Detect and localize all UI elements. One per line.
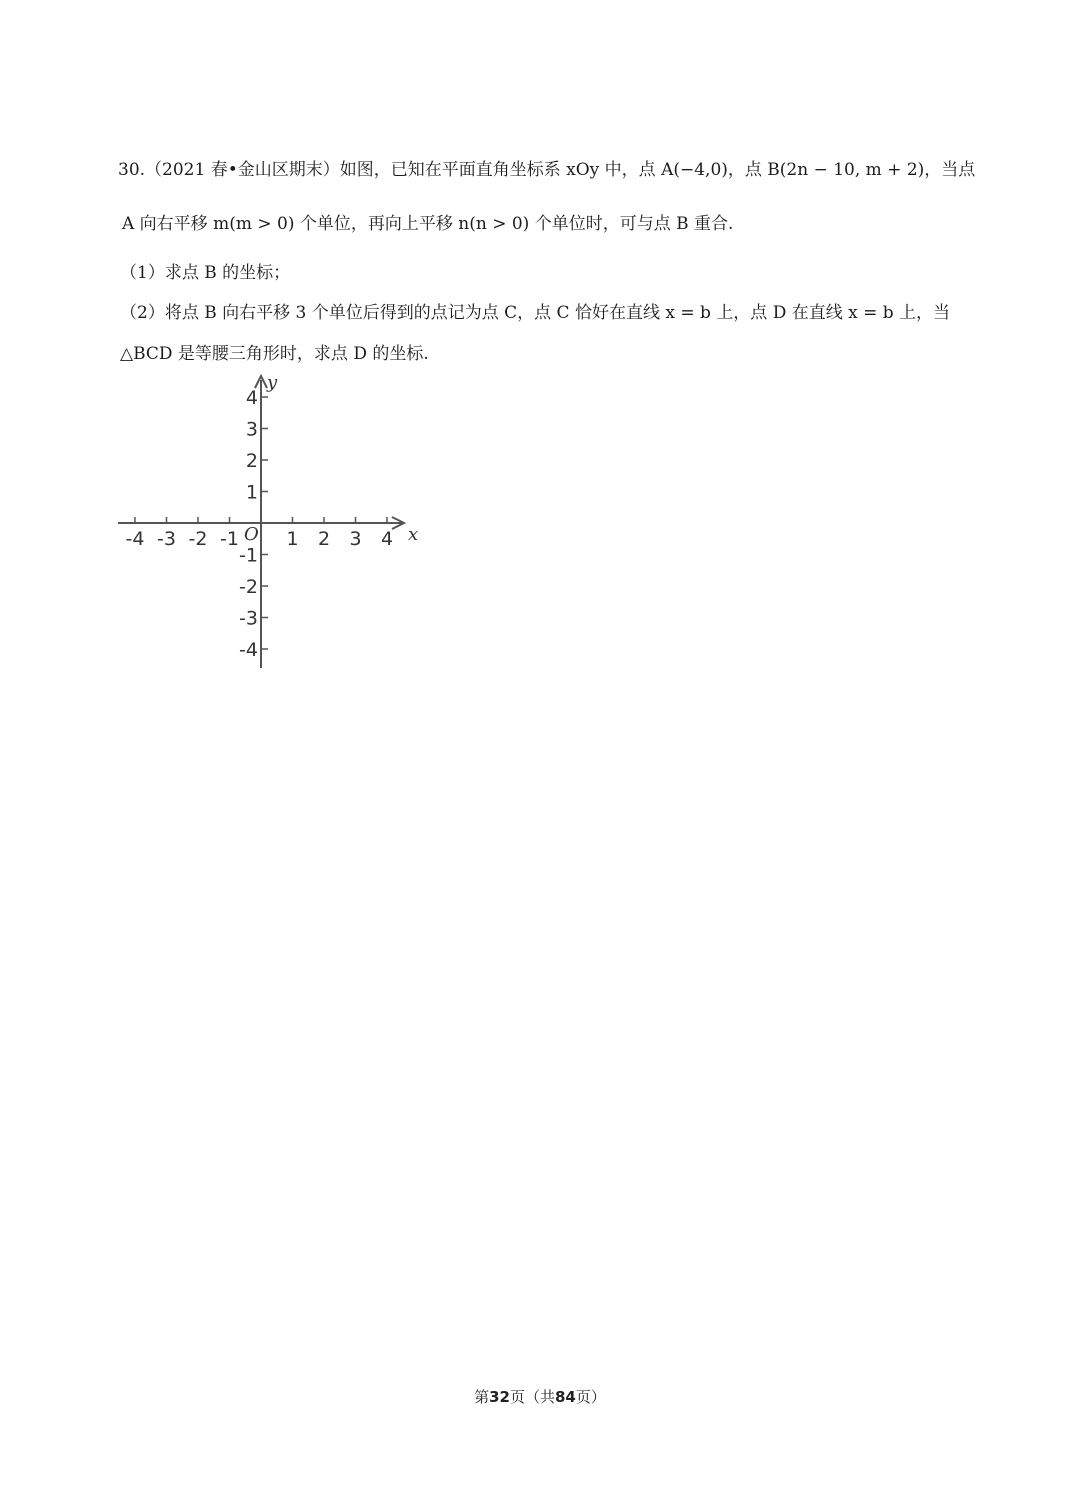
y-tick-label: 4	[245, 387, 258, 409]
x-tick-label: 4	[380, 528, 394, 550]
x-tick-label: -4	[125, 528, 145, 550]
question-part-2: （2）将点 B 向右平移 3 个单位后得到的点记为点 C，点 C 恰好在直线 x = b 上，点 D 在直线 x = b 上，当	[120, 303, 951, 323]
x-tick-label: 3	[349, 528, 362, 550]
x-tick-label: 1	[286, 528, 299, 550]
x-axis-label: x	[408, 524, 419, 545]
y-axis-label: y	[267, 372, 278, 393]
footer-mid: 页（共	[509, 1388, 555, 1406]
question-line-2: A 向右平移 m(m > 0) 个单位，再向上平移 n(n > 0) 个单位时，可与点 B 重合.	[122, 214, 734, 234]
y-tick-label: -1	[239, 544, 258, 567]
footer-prefix: 第	[474, 1388, 490, 1406]
origin-label: O	[244, 524, 259, 545]
y-tick-label: -3	[239, 607, 258, 630]
coordinate-grid	[110, 368, 430, 678]
x-tick-label: -3	[157, 528, 176, 550]
question-part-2-continued: △BCD 是等腰三角形时，求点 D 的坐标.	[120, 344, 429, 364]
y-tick-label: -2	[239, 576, 258, 598]
footer-page-number: 32	[489, 1388, 510, 1406]
y-tick-label: 1	[245, 481, 258, 504]
y-tick-label: -4	[239, 639, 258, 661]
x-tick-label: -2	[188, 528, 208, 550]
question-line-1: 30.（2021 春•金山区期末）如图，已知在平面直角坐标系 xOy 中，点 A(−4,0)，点 B(2n − 10, m + 2)，当点	[118, 160, 976, 180]
y-tick-label: 3	[245, 418, 258, 441]
page-footer	[0, 1386, 1080, 1407]
x-tick-label: -1	[220, 528, 239, 550]
footer-total-pages: 84	[555, 1388, 576, 1406]
question-part-1: （1）求点 B 的坐标；	[120, 263, 291, 283]
y-tick-label: 2	[245, 450, 258, 472]
footer-suffix: 页）	[575, 1388, 606, 1406]
x-tick-label: 2	[317, 528, 331, 550]
